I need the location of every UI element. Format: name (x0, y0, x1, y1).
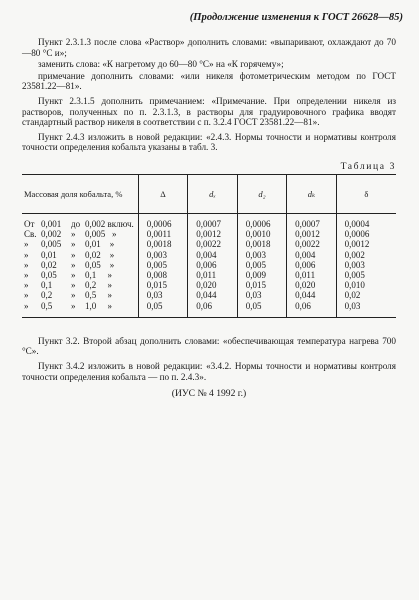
range-to: 0,02 » (85, 249, 115, 260)
range-cell (22, 280, 138, 290)
dx-value: 0,011 (188, 270, 237, 280)
delta-value: 0,0018 (138, 239, 187, 249)
d2-value: 0,03 (237, 290, 286, 300)
range-cell (22, 250, 138, 260)
range-from: 0,005 (41, 239, 62, 250)
range-cell (22, 301, 138, 318)
paragraph-3-2: Пункт 3.2. Второй абзац дополнить словами: «обеспечивающая температура нагрева 700 °С». (22, 335, 396, 357)
range-prefix: » (24, 290, 29, 301)
range-cell (22, 270, 138, 280)
delta-value: 0,03 (138, 290, 187, 300)
range-to-word: » (71, 249, 76, 260)
header-dk: dₖ (287, 174, 336, 213)
range-to: 0,2 » (85, 280, 112, 291)
d2-value: 0,0018 (237, 239, 286, 249)
accuracy-table (22, 174, 396, 318)
range-cell (22, 290, 138, 300)
d2-value: 0,005 (237, 260, 286, 270)
sigma-value: 0,002 (336, 250, 396, 260)
range-to-word: » (71, 229, 76, 240)
table-caption: Таблица 3 (340, 160, 396, 172)
range-to: 0,1 » (85, 269, 112, 280)
dk-value: 0,0012 (287, 229, 336, 239)
dk-value: 0,0007 (287, 213, 336, 229)
delta-value: 0,015 (138, 280, 187, 290)
dx-value: 0,0022 (188, 239, 237, 249)
d2-value: 0,05 (237, 301, 286, 318)
range-from: 0,5 (41, 300, 53, 311)
paragraph-note-addition: примечание дополнить словами: «или никеля фотометрическим методом по ГОСТ 23581.22—81». (22, 70, 396, 92)
range-to-word: » (71, 269, 76, 280)
range-cell (22, 213, 138, 229)
range-from: 0,2 (41, 290, 53, 301)
range-to: 0,05 » (85, 259, 115, 270)
dx-value: 0,004 (188, 250, 237, 260)
range-prefix: » (24, 269, 29, 280)
d2-value: 0,0010 (237, 229, 286, 239)
range-from: 0,05 (41, 269, 57, 280)
range-prefix: » (24, 259, 29, 270)
range-prefix: » (24, 280, 29, 291)
sigma-value: 0,02 (336, 290, 396, 300)
header-mass-fraction: Массовая доля кобальта, % (22, 174, 138, 213)
range-to: 0,005 » (85, 229, 117, 240)
paragraph-3-4-2: Пункт 3.4.2 изложить в новой редакции: «3.4.2. Нормы точности и нормативы контроля точности определения кобальта — по п. 2.4.3». (22, 360, 396, 382)
table-row (22, 270, 396, 280)
dx-value: 0,0012 (188, 229, 237, 239)
table-row (22, 250, 396, 260)
range-to-word: » (71, 239, 76, 250)
range-prefix: Св. (24, 229, 37, 240)
range-to: 0,5 » (85, 290, 112, 301)
range-cell (22, 260, 138, 270)
d2-value: 0,015 (237, 280, 286, 290)
table-row (22, 280, 396, 290)
range-cell (22, 229, 138, 239)
range-prefix: От (24, 218, 35, 229)
sigma-value: 0,03 (336, 301, 396, 318)
paragraph-2-4-3: Пункт 2.4.3 изложить в новой редакции: «2.4.3. Нормы точности и нормативы контроля точности определения кобальта указаны в табл. 3. (22, 131, 396, 153)
range-from: 0,002 (41, 229, 62, 240)
page-header: (Продолжение изменения к ГОСТ 26628—85) (189, 12, 403, 23)
sigma-value: 0,003 (336, 260, 396, 270)
range-to-word: до (71, 218, 81, 229)
table-row (22, 213, 396, 229)
range-prefix: » (24, 300, 29, 311)
sigma-value: 0,0006 (336, 229, 396, 239)
delta-value: 0,003 (138, 250, 187, 260)
table-row (22, 290, 396, 300)
dk-value: 0,006 (287, 260, 336, 270)
dx-value: 0,0007 (188, 213, 237, 229)
range-to-word: » (71, 290, 76, 301)
d2-value: 0,009 (237, 270, 286, 280)
dk-value: 0,06 (287, 301, 336, 318)
delta-value: 0,0006 (138, 213, 187, 229)
sigma-value: 0,005 (336, 270, 396, 280)
ius-reference: (ИУС № 4 1992 г.) (171, 388, 247, 400)
header-delta: Δ (138, 174, 187, 213)
paragraph-2-3-1-3: Пункт 2.3.1.3 после слова «Раствор» дополнить словами: «выпаривают, охлаждают до 70—80 °С и»; (22, 37, 396, 58)
table-header-row (22, 174, 396, 213)
dk-value: 0,004 (287, 250, 336, 260)
dx-value: 0,006 (188, 260, 237, 270)
table-row (22, 260, 396, 270)
delta-value: 0,008 (138, 270, 187, 280)
range-prefix: » (24, 239, 29, 250)
dk-value: 0,044 (287, 290, 336, 300)
range-prefix: » (24, 249, 29, 260)
delta-value: 0,005 (138, 260, 187, 270)
delta-value: 0,0011 (138, 229, 187, 239)
paragraph-replace-words: заменить слова: «К нагретому до 60—80 °С» на «К горячему»; (38, 59, 284, 70)
d2-value: 0,003 (237, 250, 286, 260)
paragraph-2-3-1-5: Пункт 2.3.1.5 дополнить примечанием: «Примечание. При определении никеля из растворов, полученных по п. 2.3.1.3, в растворы для градуировочного графика вводят стандартный раствор никеля в соответствии с п. 3.2.4 ГОСТ 23581.22—81». (22, 95, 396, 128)
delta-value: 0,05 (138, 301, 187, 318)
range-from: 0,1 (41, 280, 53, 291)
range-from: 0,001 (41, 218, 62, 229)
range-to: 0,002 включ. (85, 218, 134, 229)
dx-value: 0,020 (188, 280, 237, 290)
range-cell (22, 239, 138, 249)
table-body (22, 213, 396, 317)
range-from: 0,01 (41, 249, 57, 260)
header-dx: dₓ (188, 174, 237, 213)
range-to: 0,01 » (85, 239, 115, 250)
dk-value: 0,020 (287, 280, 336, 290)
range-to-word: » (71, 259, 76, 270)
range-to: 1,0 » (85, 300, 112, 311)
document-body (22, 37, 396, 399)
table-row (22, 301, 396, 318)
range-from: 0,02 (41, 259, 57, 270)
range-to-word: » (71, 300, 76, 311)
dk-value: 0,0022 (287, 239, 336, 249)
d2-value: 0,0006 (237, 213, 286, 229)
table-row (22, 239, 396, 249)
dk-value: 0,011 (287, 270, 336, 280)
sigma-value: 0,0012 (336, 239, 396, 249)
sigma-value: 0,0004 (336, 213, 396, 229)
range-to-word: » (71, 280, 76, 291)
dx-value: 0,06 (188, 301, 237, 318)
dx-value: 0,044 (188, 290, 237, 300)
table-row (22, 229, 396, 239)
sigma-value: 0,010 (336, 280, 396, 290)
header-d2: d₂ (237, 174, 286, 213)
header-sigma: δ (336, 174, 396, 213)
